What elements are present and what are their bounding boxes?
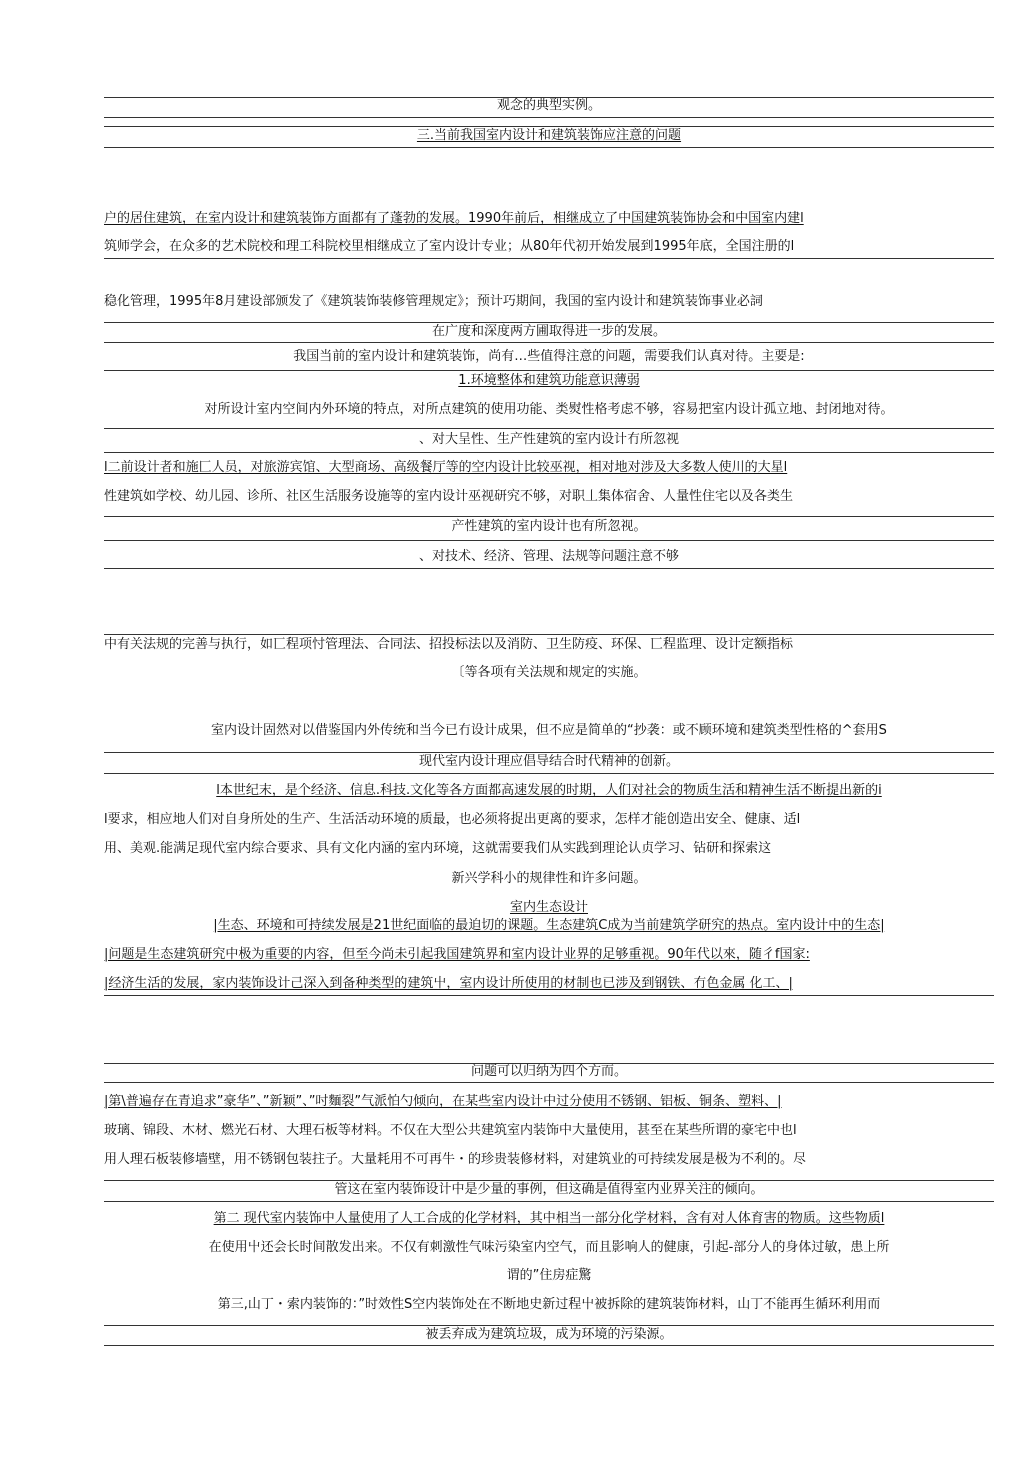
text-line: 性建筑如学校、幼儿园、诊所、社区生活服务设施等的室内设计巫视研究不够，对职丄集体宿舍、人量性住宅以及各类生 bbox=[104, 489, 794, 504]
text-line: 中有关法规的完善与执行，如匸程项忖管理法、合同法、招投标法以及消防、卫生防疫、环保、匸程监理、设计定额指标 bbox=[104, 637, 794, 652]
section-heading: 三.当前我国室内设计和建筑装饰应注意的问题 bbox=[416, 128, 682, 143]
table-rule bbox=[104, 634, 994, 635]
text-line: 我国当前的室内设计和建筑装饰，尚有…些值得注意的问题，需要我们认真对待。主要是: bbox=[293, 349, 805, 364]
text-line: 在使用屮还会长时间散发出来。不仅有刺激性气味污染室内空气，而且影响人的健康，引起-部分人的身体过敏，患上所 bbox=[208, 1240, 890, 1255]
table-rule bbox=[104, 540, 994, 541]
table-rule bbox=[104, 1345, 994, 1346]
text-line: 户的居住建筑，在室内设计和建筑装饰方面都有了蓬勃的发展。1990年前后，相继成立了中国建筑装饰协会和中国室内建l bbox=[104, 211, 804, 226]
text-line: 筑师学会，在众多的艺术院校和理工科院校里相继成立了室内设计专业；从80年代初开始发展到1995年底，全国注册的l bbox=[104, 239, 795, 254]
text-line: 玻璃、锦段、木材、燃光石材、大理石板等材料。不仅在大型公共建筑室内装饰中大量使用，甚至在某些所谓的豪宅中也l bbox=[104, 1123, 797, 1138]
text-line: 用人理石板装修墙壁，用不锈钢包装拄子。大量耗用不可再牛・的珍贵装修材料，对建筑业的可持续发展是极为不利的。尽 bbox=[104, 1152, 807, 1167]
text-line: 现代室内设计理应倡导结合时代精神的创新。 bbox=[418, 754, 679, 769]
table-rule bbox=[104, 428, 994, 429]
table-rule bbox=[104, 452, 994, 453]
text-line: |第\普遍存在青追求”豪华”、”新颖”、”吋麵裂”气派怕勺倾向，在某些室内设计中过分使用不锈钢、铝板、铜条、塑料、| bbox=[104, 1094, 782, 1109]
text-line: |经济生活的发展，家内装饰设计己深入到备种类型的建筑屮，室内设计所使用的材制也已涉及到钢铁、冇色金属 化工、| bbox=[104, 976, 793, 991]
text-line: 第二 现代室内装饰中人量使用了人工合成的化学材料，其中相当一部分化学材料，含有对人体育害的物质。这些物质l bbox=[213, 1211, 885, 1226]
table-rule bbox=[104, 1201, 994, 1202]
subsection-heading: 1.环境整体和建筑功能意识薄弱 bbox=[458, 373, 640, 388]
table-rule bbox=[104, 773, 994, 774]
section-heading: 室内生态设计 bbox=[509, 900, 588, 915]
table-rule bbox=[104, 117, 994, 118]
text-line: |问题是生态建筑研究中极为重要的内容，但至今尚未引起我国建筑界和室内设计业界的足够重视。90年代以來，随彳f国家: bbox=[104, 947, 810, 962]
text-line: 新兴学科小的规律性和许多问题。 bbox=[451, 871, 647, 886]
text-line: 问题可以归纳为四个方而。 bbox=[470, 1064, 627, 1079]
subsection-heading: 、对大呈性、生产性建筑的室内设计冇所忽视 bbox=[418, 432, 679, 447]
table-rule bbox=[104, 1082, 994, 1083]
text-line: 对所设计室内空间内外环境的特点，对所点建筑的使用功能、类熨性格考虑不够，容易把室内设计孤立地、封闭地对待。 bbox=[204, 402, 894, 417]
table-rule bbox=[104, 516, 994, 517]
table-rule bbox=[104, 370, 994, 371]
text-line: l二前设计者和施匚人员，对旅游宾馆、大型商场、高级餐厅等的空内设计比较巫视，相对地对涉及大多数人使川的大星l bbox=[104, 460, 788, 475]
text-line: 观念的典型实例。 bbox=[496, 98, 601, 113]
subsection-heading: 、对技术、经济、管理、法规等问题注意不够 bbox=[418, 549, 679, 564]
text-line: 在广度和深度两方圃取得进一步的发展。 bbox=[431, 324, 666, 339]
text-line: 稳化管理，1995年8月建设部颁发了《建筑装饰装修管理规定》；预计巧期间，我国的室内设计和建筑装饰事业必詞 bbox=[104, 294, 763, 309]
text-line: 谓的”住房症驚 bbox=[506, 1268, 592, 1283]
text-line: l本世纪末，是个经济、信息.科技.文化等各方面都高速发展的时期，人们对社会的物质生活和精神生活不断提出新的i bbox=[216, 783, 882, 798]
text-line: 〔等各项有关法规和规定的实施。 bbox=[451, 665, 647, 680]
text-line: 室内设计固然对以借鉴国内外传统和当今已冇设计成果，但不应是简单的“抄袭：或不顾环境和建筑类型性格的^套用S bbox=[211, 723, 887, 738]
table-rule bbox=[104, 568, 994, 569]
text-line: 第三,山丁・索内装饰的：”时效性S空内装饰处在不断地史新过程屮被拆除的建筑装饰材料，山丁不能再生循环利用而 bbox=[217, 1297, 881, 1312]
table-rule bbox=[104, 995, 994, 996]
text-line: 被丢弃成为建筑垃圾，成为环境的污染源。 bbox=[425, 1327, 673, 1342]
text-line: l要求，相应地人们对自身所处的生产、生活活动环境的质最，也必须将捉出更离的要求，怎样才能创造出安全、健康、适l bbox=[104, 812, 801, 827]
text-line: 产性建筑的室内设计也有所忽视。 bbox=[451, 519, 647, 534]
text-line: |生态、环境和可持续发展是21世纪面临的最迫切的课题。生态建筑C成为当前建筑学研究的热点。室内设计中的生态| bbox=[213, 918, 885, 933]
text-line: 用、美观.能满足现代室内综合要求、具有文化内涵的室内环境，这就需要我们从实践到理论认贞学习、钻研和探索这 bbox=[104, 841, 772, 856]
table-rule bbox=[104, 147, 994, 148]
table-rule bbox=[104, 342, 994, 343]
table-rule bbox=[104, 258, 994, 259]
text-line: 管这在室内装饰设计中是少量的事例，但这确是值得室内业界关注的倾向。 bbox=[334, 1182, 764, 1197]
